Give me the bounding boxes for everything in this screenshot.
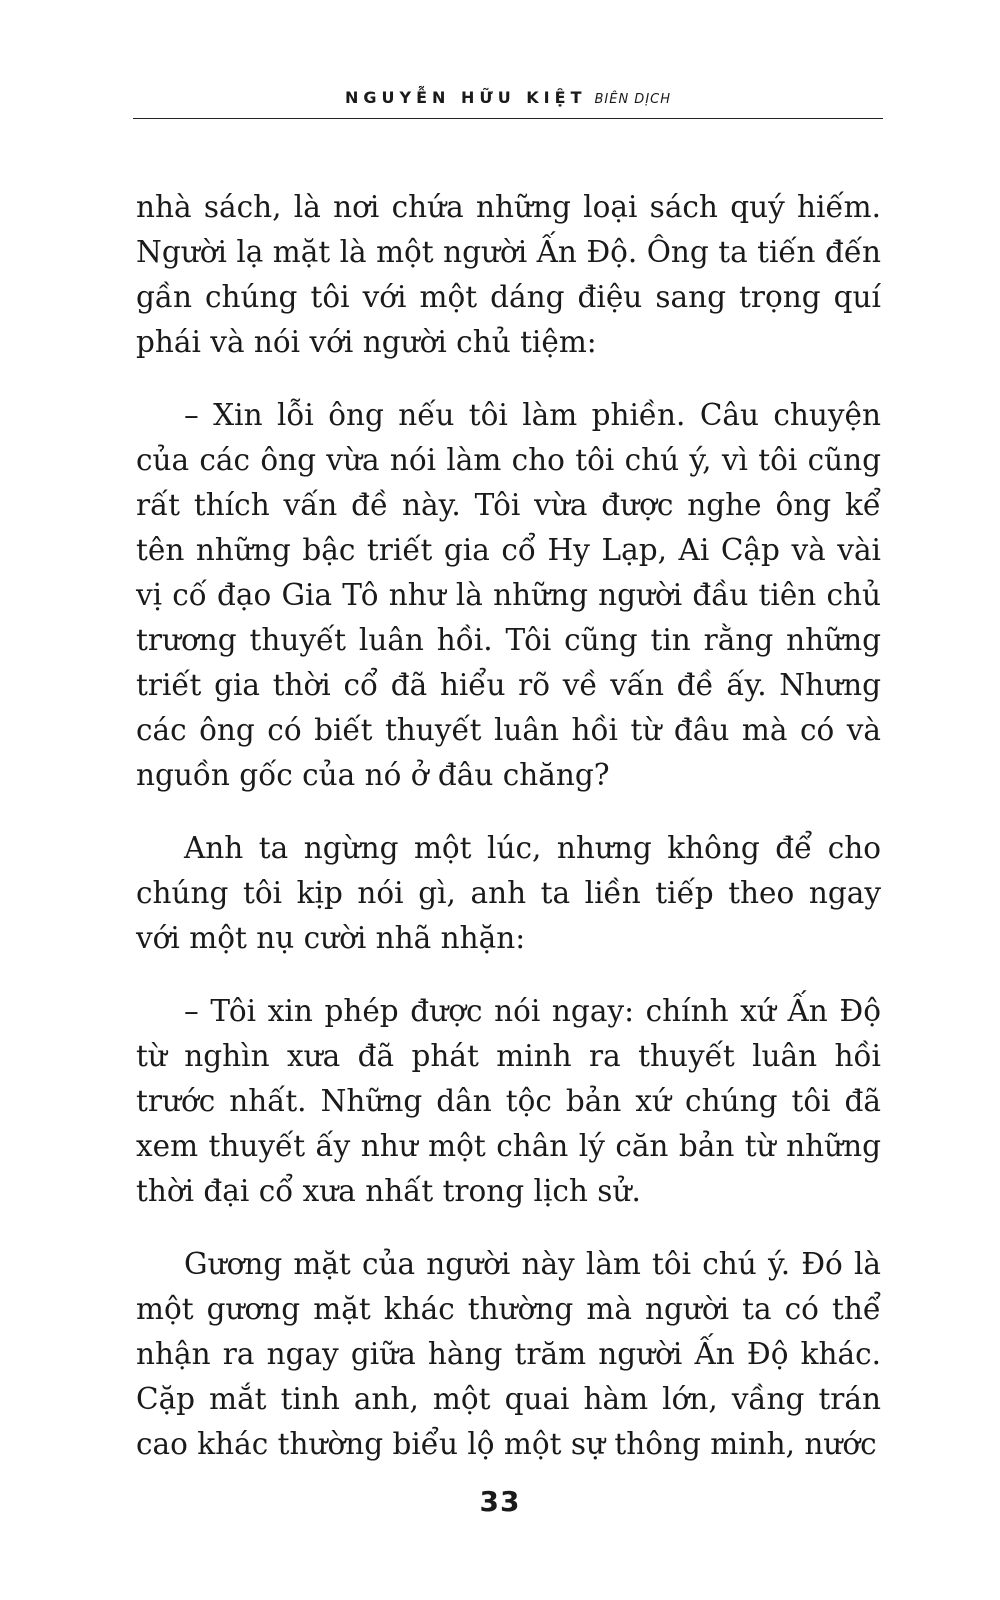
- paragraph-continued: nhà sách, là nơi chứa những loại sách quý hiếm. Người lạ mặt là một người Ấn Độ. Ông ta tiến đến gần chúng tôi với một dáng điệu sang trọng quí phái và nói với người chủ tiệm:: [136, 190, 881, 359]
- paragraph-narration-1: Anh ta ngừng một lúc, nhưng không để cho chúng tôi kịp nói gì, anh ta liền tiếp theo ngay với một nụ cười nhã nhặn:: [136, 831, 881, 955]
- paragraph-dialogue-1: – Xin lỗi ông nếu tôi làm phiền. Câu chuyện của các ông vừa nói làm cho tôi chú ý, vì tôi cũng rất thích vấn đề này. Tôi vừa được nghe ông kể tên những bậc triết gia cổ Hy Lạp, Ai Cập và vài vị cố đạo Gia Tô như là những người đầu tiên chủ trương thuyết luân hồi. Tôi cũng tin rằng những triết gia thời cổ đã hiểu rõ về vấn đề ấy. Nhưng các ông có biết thuyết luân hồi từ đâu mà có và nguồn gốc của nó ở đâu chăng?: [136, 398, 881, 792]
- paragraph-dialogue-2: – Tôi xin phép được nói ngay: chính xứ Ấn Độ từ nghìn xưa đã phát minh ra thuyết luân hồi trước nhất. Những dân tộc bản xứ chúng tôi đã xem thuyết ấy như một chân lý căn bản từ những thời đại cổ xưa nhất trong lịch sử.: [136, 994, 881, 1208]
- header-author: NGUYỄN HỮU KIỆT: [344, 88, 587, 107]
- header-role: BIÊN DỊCH: [594, 92, 672, 107]
- page-number: 33: [479, 1485, 521, 1518]
- running-header: [133, 86, 883, 112]
- paragraph-narration-2: Gương mặt của người này làm tôi chú ý. Đó là một gương mặt khác thường mà người ta có thể nhận ra ngay giữa hàng trăm người Ấn Độ khác. Cặp mắt tinh anh, một quai hàm lớn, vầng trán cao khác thường biểu lộ một sự thông minh, nước: [136, 1247, 881, 1461]
- body-text: [136, 185, 881, 1467]
- header-divider: [133, 118, 883, 119]
